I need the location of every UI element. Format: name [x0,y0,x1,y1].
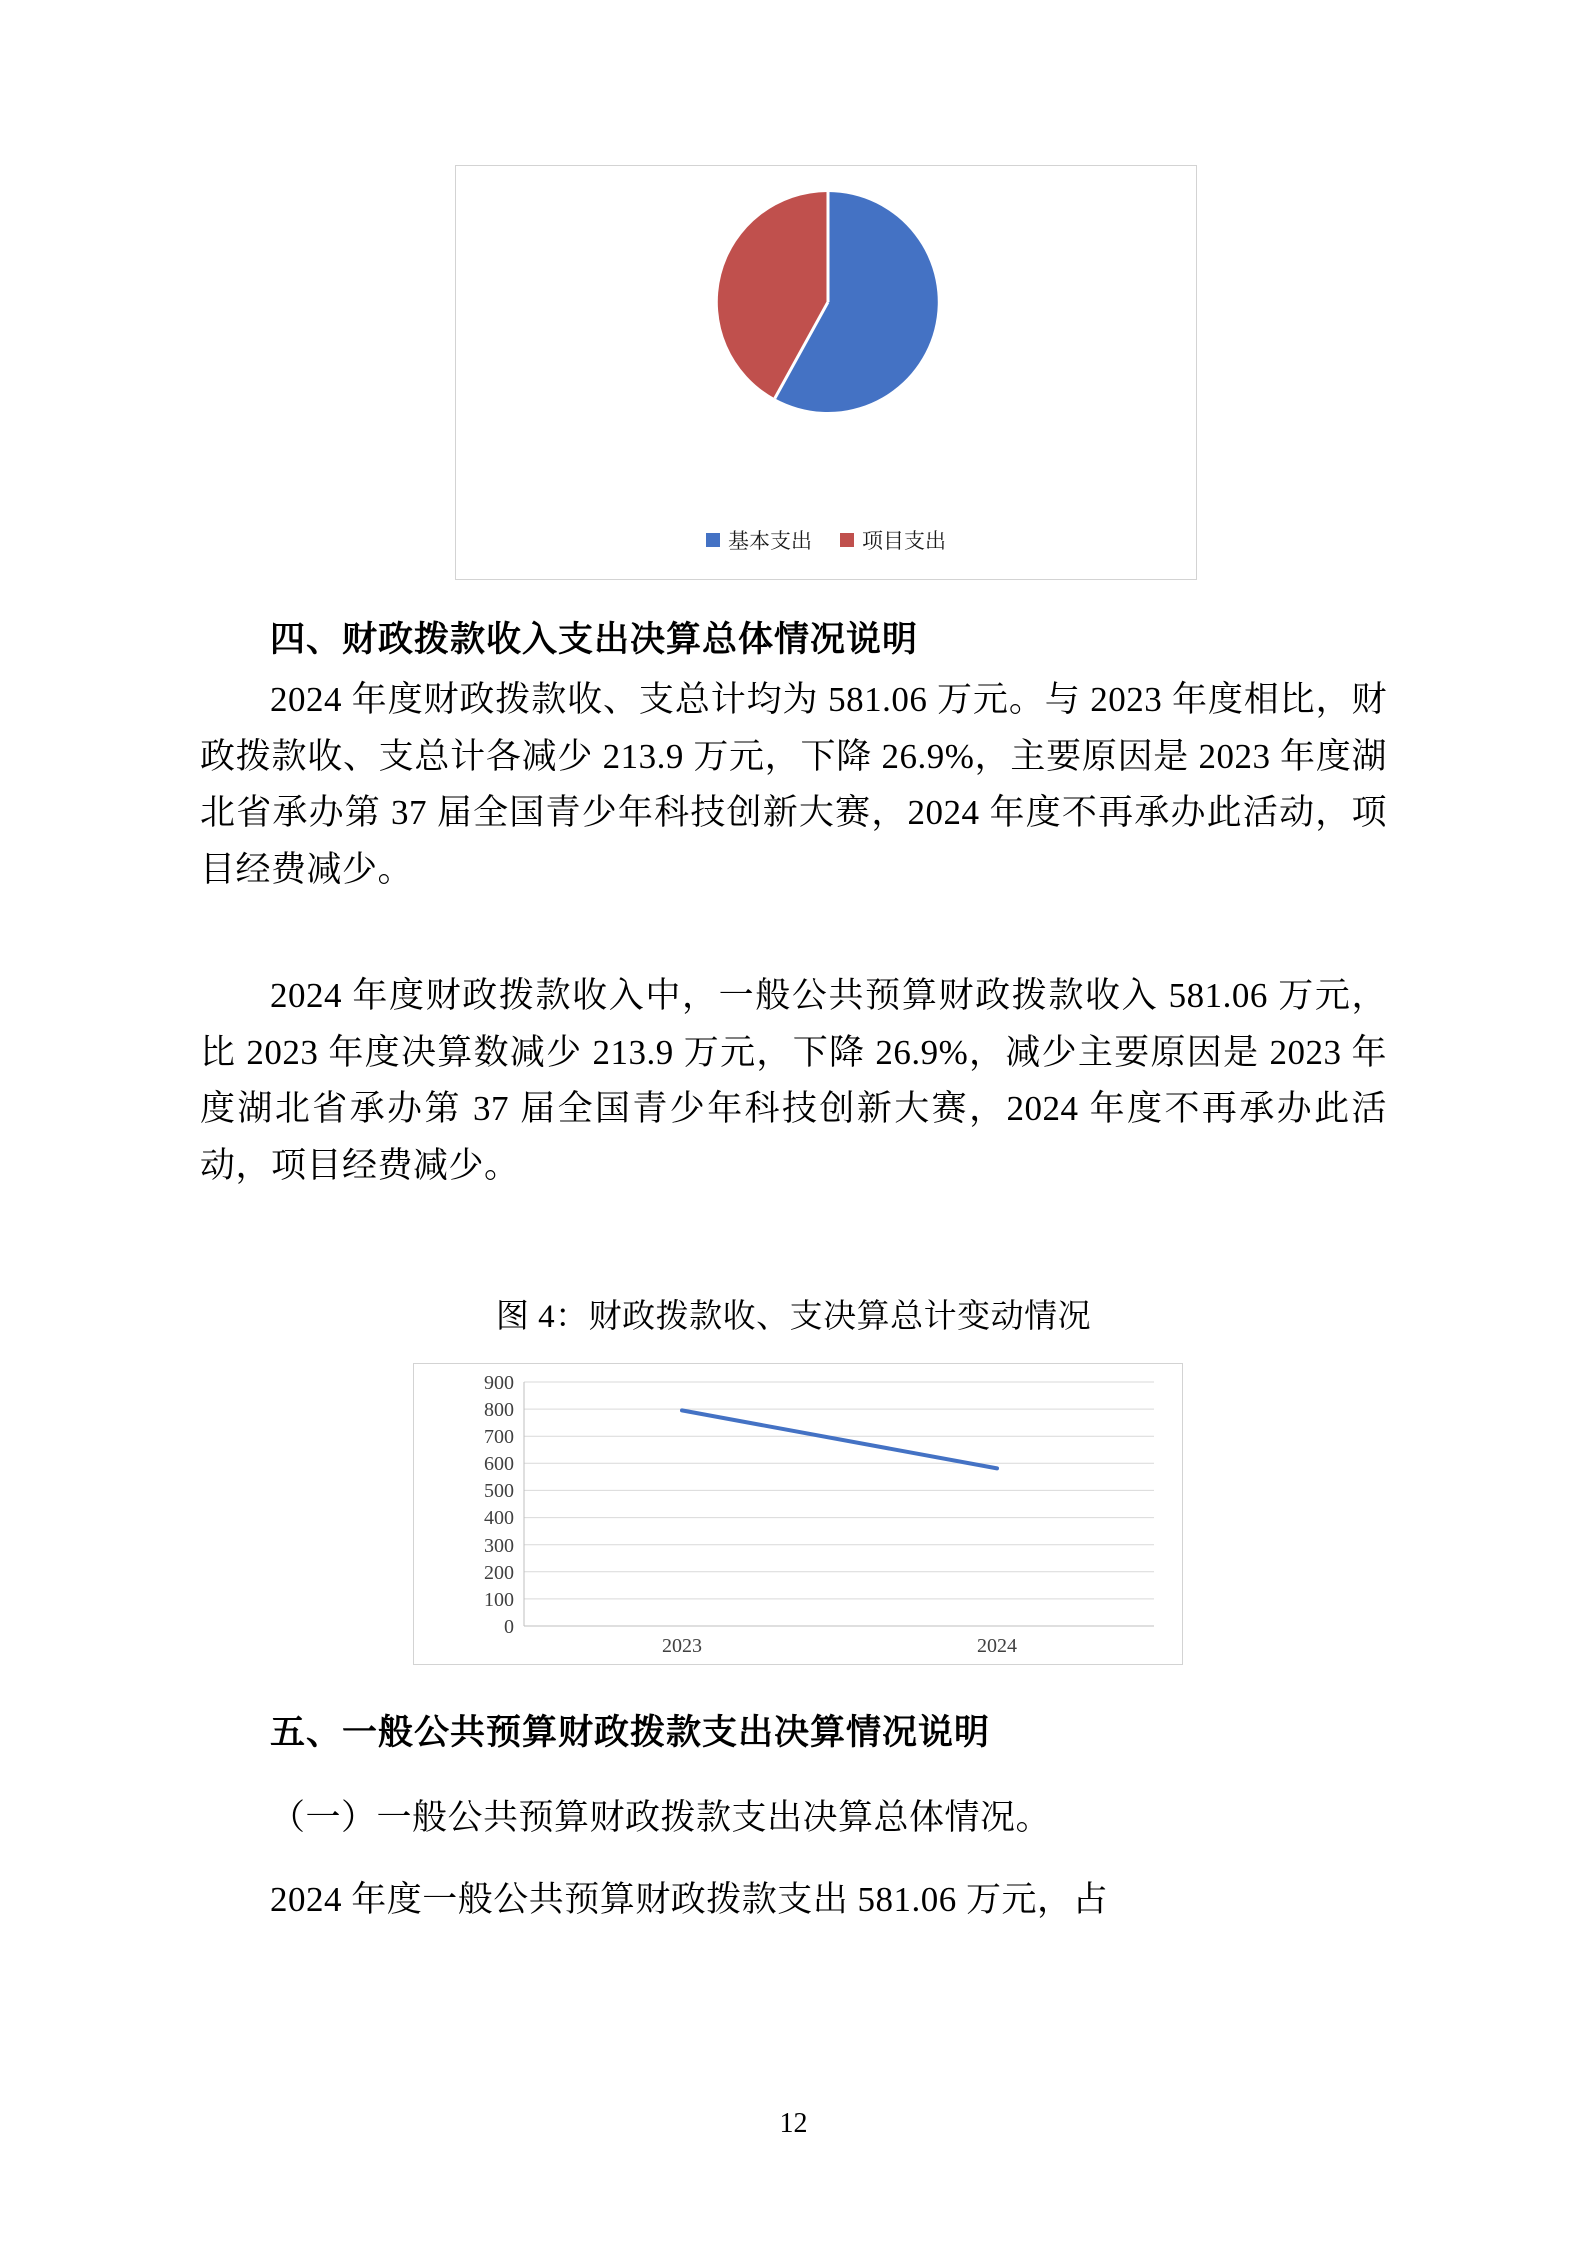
pie-chart-canvas [456,184,1196,454]
y-tick-400: 400 [484,1507,514,1529]
line-chart-caption: 图 4：财政拨款收、支决算总计变动情况 [495,1299,1092,1335]
section-five-paragraph-one: 2024 年度一般公共预算财政拨款支出 581.06 万元，占 [270,1880,1109,1919]
line-series-budget-total [682,1410,997,1468]
section-four-paragraph-two-block [200,968,1387,1195]
line-chart-figure [413,1363,1183,1665]
line-chart-caption-block [200,1290,1387,1337]
y-tick-300: 300 [484,1535,514,1557]
section-four-heading: 四、财政拨款收入支出决算总体情况说明 [270,620,919,660]
section-five-paragraph-one-block [200,1872,1387,1929]
section-four-paragraph-two: 2024 年度财政拨款收入中，一般公共预算财政拨款收入 581.06 万元，比 2023 年度决算数减少 213.9 万元，下降 26.9%，减少主要原因是 2023 年度湖北省承办第 37 届全国青少年科技创新大赛，2024 年度不再承办此活动，项目经费减少。 [200,976,1387,1186]
page-number: 12 [779,2108,808,2139]
pie-chart-legend [456,525,1196,555]
legend-item-basic-expenditure [706,525,812,555]
section-five-heading: 五、一般公共预算财政拨款支出决算情况说明 [270,1713,991,1753]
y-tick-100: 100 [484,1589,514,1611]
y-tick-700: 700 [484,1426,514,1448]
x-tick-2023: 2023 [662,1635,702,1657]
legend-label-basic-expenditure: 基本支出 [728,529,812,553]
section-four-heading-block [200,612,1387,662]
y-tick-900: 900 [484,1372,514,1394]
legend-item-project-expenditure [840,525,946,555]
y-tick-600: 600 [484,1453,514,1475]
line-chart-svg [414,1364,1182,1664]
pie-chart-figure [455,165,1197,580]
y-tick-200: 200 [484,1562,514,1584]
legend-label-project-expenditure: 项目支出 [862,529,946,553]
legend-swatch-blue [706,533,720,547]
y-tick-0: 0 [504,1616,514,1638]
section-four-paragraph-one: 2024 年度财政拨款收、支总计均为 581.06 万元。与 2023 年度相比，财政拨款收、支总计各减少 213.9 万元，下降 26.9%，主要原因是 2023 年度湖北省承办第 37 届全国青少年科技创新大赛，2024 年度不再承办此活动，项目经费减少。 [200,680,1387,890]
legend-swatch-red [840,533,854,547]
y-tick-800: 800 [484,1399,514,1421]
section-four-paragraph-one-block [200,672,1387,899]
section-five-subheading-block [200,1790,1387,1847]
pie-chart-svg [656,184,996,454]
section-five-subheading: （一）一般公共预算财政拨款支出决算总体情况。 [270,1798,1052,1837]
x-tick-2024: 2024 [977,1635,1017,1657]
y-tick-500: 500 [484,1480,514,1502]
section-five-heading-block [200,1705,1387,1755]
